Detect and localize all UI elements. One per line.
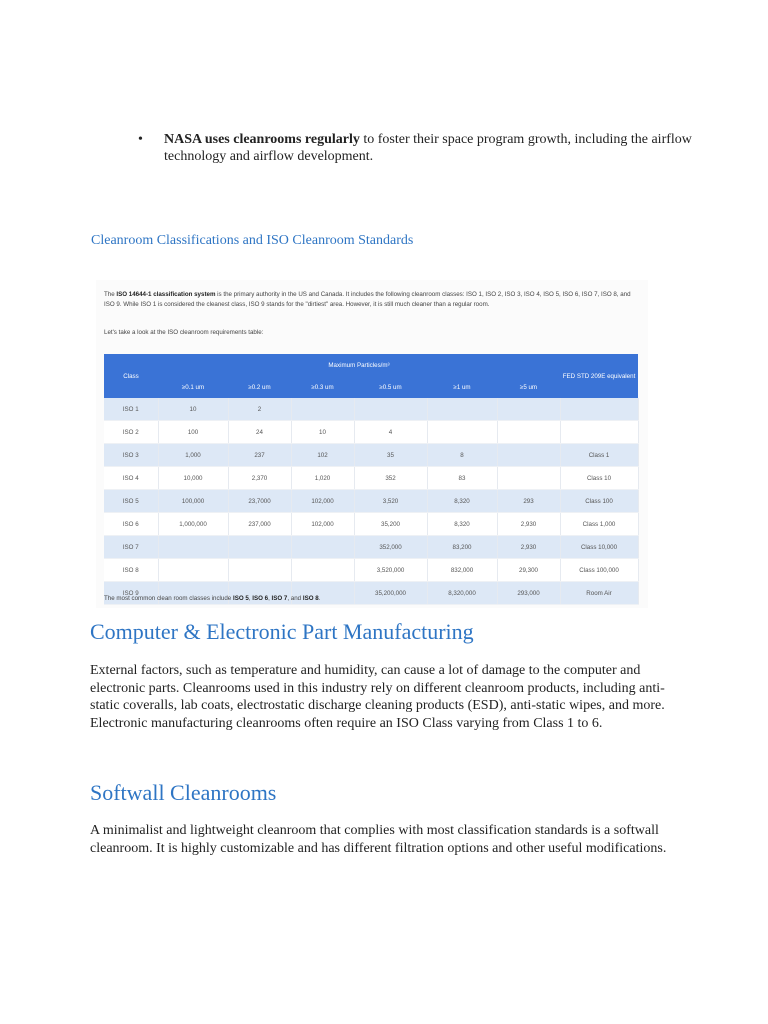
table-cell: 10 (291, 421, 354, 444)
table-cell: 102,000 (291, 490, 354, 513)
table-cell: 8,320 (427, 490, 497, 513)
table-cell: 3,520,000 (354, 559, 427, 582)
table-cell: 2,930 (497, 536, 560, 559)
table-cell (497, 467, 560, 490)
table-column-header: ≥0.1 um (158, 376, 228, 398)
table-header-class: Class (104, 354, 158, 398)
table-cell: 83 (427, 467, 497, 490)
table-cell: 2,930 (497, 513, 560, 536)
intro-bold: ISO 14644-1 classification system (116, 291, 216, 298)
table-cell: Class 1 (560, 444, 638, 467)
table-cell: 1,000 (158, 444, 228, 467)
table-cell (291, 536, 354, 559)
table-row (104, 559, 638, 582)
table-cell: 1,000,000 (158, 513, 228, 536)
table-cell-class: ISO 6 (104, 513, 158, 536)
table-cell (291, 559, 354, 582)
table-cell-class: ISO 3 (104, 444, 158, 467)
table-cell: 10 (158, 398, 228, 421)
outro-sep3: , and (287, 595, 303, 602)
table-cell: 100 (158, 421, 228, 444)
table-cell: 3,520 (354, 490, 427, 513)
table-cell: 102,000 (291, 513, 354, 536)
table-cell (427, 421, 497, 444)
table-column-header: ≥0.3 um (291, 376, 354, 398)
table-cell: 237,000 (228, 513, 291, 536)
table-cell: Class 100 (560, 490, 638, 513)
table-cell: 293,000 (497, 582, 560, 605)
table-cell: 102 (291, 444, 354, 467)
table-cell (228, 559, 291, 582)
table-cell-class: ISO 9 (104, 582, 158, 605)
table-cell (497, 398, 560, 421)
section-body-softwall: A minimalist and lightweight cleanroom that complies with most classification standards is a softwall cleanroom. It is highly customizable and has different filtration options and other useful modifications. (90, 823, 667, 856)
outro-iso5: ISO 5 (232, 595, 249, 602)
image-outro-text (104, 595, 320, 602)
table-cell: 237 (228, 444, 291, 467)
image-intro-text (104, 290, 640, 310)
table-cell-class: ISO 1 (104, 398, 158, 421)
table-row (104, 467, 638, 490)
table-cell: 24 (228, 421, 291, 444)
section-heading-classifications: Cleanroom Classifications and ISO Cleanroom Standards (91, 233, 414, 248)
bullet-dot-icon: • (138, 132, 143, 147)
table-column-header: ≥0.5 um (354, 376, 427, 398)
bullet-rest-text: to foster their space program growth, including the airflow technology and airflow development. (164, 132, 692, 164)
table-cell: 8,320 (427, 513, 497, 536)
table-cell: 4 (354, 421, 427, 444)
table-cell (158, 536, 228, 559)
table-cell: 10,000 (158, 467, 228, 490)
table-cell (427, 398, 497, 421)
table-cell: Class 100,000 (560, 559, 638, 582)
table-cell (354, 398, 427, 421)
bullet-list-item (140, 131, 700, 165)
table-row (104, 444, 638, 467)
table-cell (497, 444, 560, 467)
table-cell: 8,320,000 (427, 582, 497, 605)
iso-classification-table (104, 354, 639, 605)
section-heading-computer-electronic: Computer & Electronic Part Manufacturing (90, 619, 474, 644)
table-cell: 832,000 (427, 559, 497, 582)
table-cell-class: ISO 2 (104, 421, 158, 444)
bullet-bold-text: NASA uses cleanrooms regularly (164, 132, 360, 147)
outro-sep1: , (248, 595, 253, 602)
table-row (104, 490, 638, 513)
table-cell: 2,370 (228, 467, 291, 490)
table-cell (228, 536, 291, 559)
table-cell (560, 398, 638, 421)
table-cell: 352,000 (354, 536, 427, 559)
table-cell: 352 (354, 467, 427, 490)
intro-pre: The (104, 291, 117, 298)
table-row (104, 513, 638, 536)
table-header-max-particles: Maximum Particles/m³ (158, 354, 560, 376)
table-cell: Class 10 (560, 467, 638, 490)
table-cell: 35,200,000 (354, 582, 427, 605)
table-column-header: ≥1 um (427, 376, 497, 398)
table-cell-class: ISO 4 (104, 467, 158, 490)
table-cell (497, 421, 560, 444)
table-cell: 2 (228, 398, 291, 421)
table-row (104, 536, 638, 559)
table-cell-class: ISO 7 (104, 536, 158, 559)
table-cell (560, 421, 638, 444)
outro-iso6: ISO 6 (252, 595, 269, 602)
table-cell: Room Air (560, 582, 638, 605)
table-column-header: ≥0.2 um (228, 376, 291, 398)
outro-iso7: ISO 7 (271, 595, 288, 602)
iso-table-image (96, 280, 648, 608)
table-cell: 29,300 (497, 559, 560, 582)
table-row (104, 421, 638, 444)
table-cell: 8 (427, 444, 497, 467)
table-row (104, 398, 638, 421)
table-cell: 1,020 (291, 467, 354, 490)
table-column-header: ≥5 um (497, 376, 560, 398)
table-cell (158, 559, 228, 582)
section-heading-softwall: Softwall Cleanrooms (90, 780, 277, 805)
bullet-text (164, 131, 700, 165)
table-header-fed-std: FED STD 209E equivalent (560, 354, 638, 398)
table-cell: 100,000 (158, 490, 228, 513)
image-intro-line2: Let's take a look at the ISO cleanroom requirements table: (104, 329, 264, 336)
table-cell: 83,200 (427, 536, 497, 559)
table-cell: Class 1,000 (560, 513, 638, 536)
outro-sep2: , (268, 595, 272, 602)
table-cell: Class 10,000 (560, 536, 638, 559)
intro-rest: is the primary authority in the US and Canada. It includes the following cleanroom classes: ISO 1, ISO 2, ISO 3, ISO 4, ISO 5, ISO 6, ISO 7, ISO 8, and ISO 9. While ISO 1 is considered the cleanest class, ISO 9 stands for the "dirtiest" area. However, it is still much cleaner than a regular room. (104, 291, 631, 308)
section-body-computer-electronic: External factors, such as temperature and humidity, can cause a lot of damage to the computer and electronic parts. Cleanrooms used in this industry rely on different cleanroom products, including anti-static coveralls, lab coats, electrostatic discharge cleaning products (ESD), anti-static wipes, and more. Electronic manufacturing cleanrooms often require an ISO Class varying from Class 1 to 6. (90, 663, 665, 731)
table-cell-class: ISO 8 (104, 559, 158, 582)
table-cell: 293 (497, 490, 560, 513)
outro-end: . (318, 595, 321, 602)
table-cell: 35 (354, 444, 427, 467)
table-cell: 23,7000 (228, 490, 291, 513)
table-cell (291, 398, 354, 421)
outro-iso8: ISO 8 (302, 595, 319, 602)
table-cell: 35,200 (354, 513, 427, 536)
outro-pre: The most common clean room classes include (104, 595, 233, 602)
table-cell-class: ISO 5 (104, 490, 158, 513)
